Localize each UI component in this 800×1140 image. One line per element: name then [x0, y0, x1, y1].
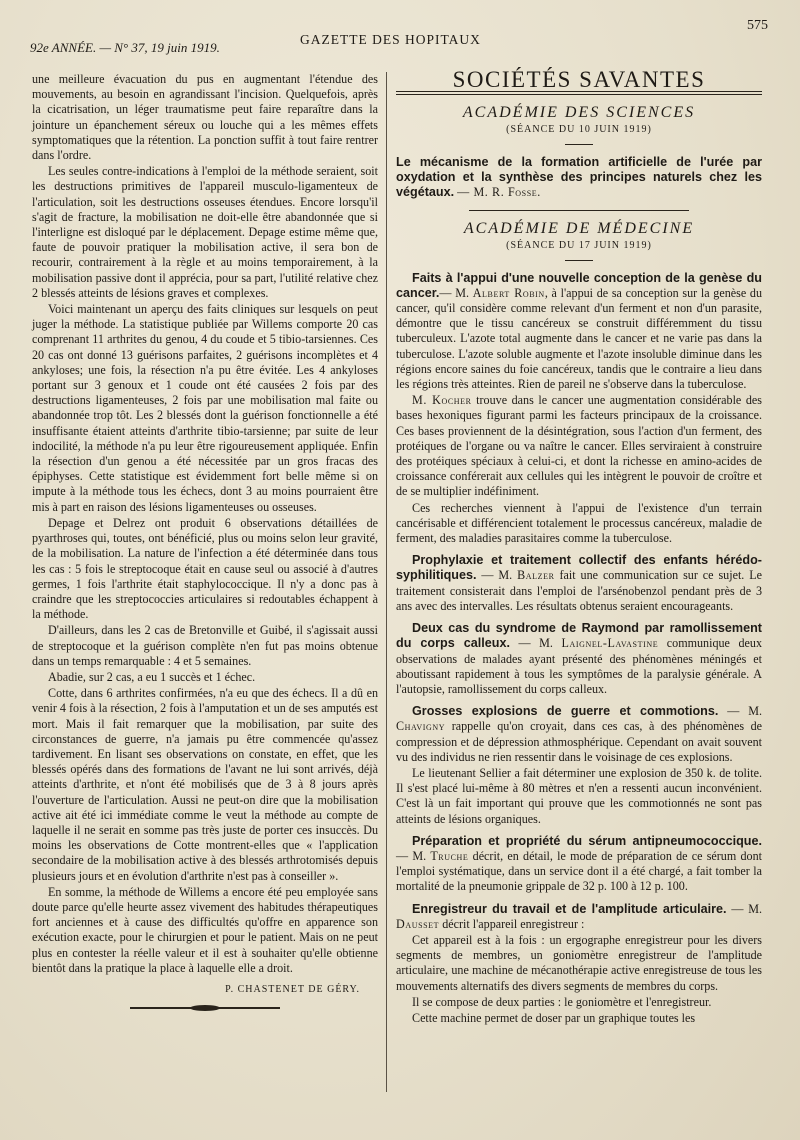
- communication-title: Faits à l'appui d'une nouvelle conception de la genèse du cancer.: [396, 270, 762, 300]
- communication-followup: [396, 995, 762, 1010]
- paragraph: Les seules contre-indications à l'emploi de la méthode seraient, soit les destructions primitives de l'appareil musculo-ligamenteux de l'articulation, soit les destructions osseuses étendues. Encore lorsqu'il s'agit de fracture, la mobilisation ne doit-elle être abandonnée que si l'interligne est disloqué par le déplacement. Depage estime même que, faute de pouvoir pratiquer la mobilisation active, il sera bon de recourir, contrairement à la règle et au moins temporairement, à la mobilisation passive dont il apprécia, pour sa part, l'utilité relative chez 2 blessés atteints de lésions graves et complexes.: [32, 164, 378, 300]
- communication-followup: [396, 501, 762, 547]
- paragraph: Voici maintenant un aperçu des faits cliniques sur lesquels on peut juger la méthode. La statistique publiée par Willems comporte 20 cas comprenant 11 arthrites du genou, 4 du coude et 5 tibio-tarsiennes. Ces 20 cas ont donné 13 guérisons parfaites, 2 guérisons incomplètes et 4 ankyloses; une fois, la résection n'a pu être évitée. Les 4 ankyloses portant sur 3 genoux et 1 coude ont été causées 2 fois par des destructions ligamenteuses, 2 fois par une mobilisation mal faite ou abandonnée trop tôt. Les 2 blessés dont la guérison fonctionnelle a été insuffisante étaient atteints d'arthrite tibio-tarsienne; par suite de leur indocilité, la méthode n'a pu leur être rigoureusement appliquée. Enfin la résection d'un genou a été nécessitée par un gros fracas des épiphyses. Cette statistique est évidemment fort belle même si on impute à la méthode tous les échecs, dont 3 au moins pourraient être mis à part en raison des lésions ligamenteuses ou osseuses.: [32, 302, 378, 514]
- communication-author: Chavigny: [396, 719, 446, 734]
- communication-title: Grosses explosions de guerre et commotions.: [412, 704, 719, 719]
- sciences-abstract: [396, 155, 762, 201]
- running-head: [30, 18, 770, 58]
- communication-author: Dausset: [396, 916, 440, 931]
- right-column: [396, 66, 762, 1027]
- followup-text: Cette machine permet de doser par un graphique toutes les: [412, 1010, 696, 1025]
- paragraph: Depage et Delrez ont produit 6 observations détaillées de pyarthroses qui, toutes, ont bénéficié, plus ou moins selon leur gravité, de la mobilisation. La nature de l'infection a été déterminée dans tous les cas : 5 fois le streptocoque était en cause seul ou associé à d'autres germes, 1 fois l'arthrite était staphylococcique. Il n'y a donc pas à craindre que les streptococcies articulaires si redoutables échappent à la méthode.: [32, 515, 378, 622]
- communication-author: Balzer: [517, 568, 555, 583]
- communication-body: rappelle qu'on croyait, dans ces cas, à des phénomènes de compression et de dépression athmosphérique. Cependant on avait souvent vu des individus ne rien ressentir dans le voisinage de ces explosions.: [396, 719, 762, 764]
- communication-author: Laignel-Lavastine: [561, 636, 659, 651]
- issue-line: 92e ANNÉE. — N° 37, 19 juin 1919.: [30, 40, 220, 55]
- followup-text: trouve dans le cancer une augmentation considérable des bases hexoniques figurant parmi les facteurs principaux de la croissance. Ces bases proviennent de la désintégration, sous l'action d'un ferment, des protéiques de l'organe ou va naître le cancer. Elles serviraient à construire des protéiques spéciaux à celui-ci, et dont la richesse en amino-acides de croissance conférerait aux cellules qui les intègrent le pouvoir de croître et de se multiplier indéfiniment.: [396, 393, 762, 499]
- communication-title: Deux cas du syndrome de Raymond par ramollissement du corps calleux.: [396, 621, 762, 651]
- mid-rule: [469, 210, 689, 211]
- paragraph: Abadie, sur 2 cas, a eu 1 succès et 1 échec.: [48, 669, 256, 684]
- communication-paragraph: Deux cas du syndrome de Raymond par ramollissement du corps calleux. — M. Laignel-Lavastine communique deux observations de malades ayant présenté des phénomènes méningés et aboutissant rapidement à tous les symptômes de la paralysie générale. A l'autopsie, ramollissement du corps calleux.: [396, 621, 762, 696]
- section-title: SOCIÉTÉS SAVANTES: [452, 67, 706, 92]
- academy-sciences-title: ACADÉMIE DES SCIENCES: [462, 104, 696, 122]
- abstract-title: Le mécanisme de la formation artificielle de l'urée par oxydation et la synthèse des principes naturels chez les végétaux.: [396, 154, 762, 200]
- communication-title: Préparation et propriété du sérum antipneumococcique.: [412, 833, 762, 848]
- followup-text: Il se compose de deux parties : le goniomètre et l'enregistreur.: [412, 994, 712, 1009]
- paragraph: D'ailleurs, dans les 2 cas de Bretonville et Guibé, il s'agissait aussi de streptocoque et la guérison complète n'en fut pas moins obtenue dans un temps remarquable : 4 et 5 semaines.: [32, 623, 378, 668]
- medecine-session: (SÉANCE DU 17 JUIN 1919): [506, 240, 652, 252]
- abstract-author: — M. R. Fosse.: [457, 185, 541, 200]
- author-signature: P. CHASTENET DE GÉRY.: [225, 983, 360, 995]
- column-divider: [386, 72, 387, 1092]
- communication-paragraph: Faits à l'appui d'une nouvelle conception de la genèse du cancer.— M. Albert Robin, à l'appui de sa conception sur la genèse du cancer, qu'il considère comme relevant d'un ferment et non d'un parasite, démontre que le tissu cancéreux se construit différemment du tissu tuberculeux. L'azote total augmente dans le cancer et ne varie pas dans la tuberculose. L'azote soluble augmente et l'azote insoluble diminue dans les régions encore saines du foie cancéreux, tandis que le contraire a lieu dans les régions très atteintes. Rien de pareil ne s'observe dans la tuberculose.: [396, 270, 763, 392]
- medecine-items: [396, 271, 762, 1027]
- paragraph: Cotte, dans 6 arthrites confirmées, n'a eu que des échecs. Il a dû en venir 4 fois à la résection, 2 fois à l'amputation et un de ses amputés est mort. Mais il fait remarquer que la mobilisation, par suite des circonstances de guerre, n'a jamais pu être commencée qu'assez tardivement. En lisant ses observations on constate, en effet, que les blessés opérés dans des formations de l'avant ne lui sont arrivés, déjà atteints d'arthrite, et n'ont été mobilisés que de 3 à 8 jours après l'ouverture de l'articulation. Aussi ne peut-on dire que la mobilisation active ait été ici immédiate comme le veut la méthode au compte de laquelle il ne serait en somme pas très juste de porter ces insuccès. Du moins les observations de Cotte montrent-elles que « l'application secondaire de la mobilisation active à des blessés arthrotomisés depuis plusieurs jours et en évolution d'arthrite n'est pas à conseiller ».: [32, 686, 378, 883]
- communication-body: décrit, en détail, le mode de préparation de ce sérum dont l'emploi systématique, dans un service dont il a été chargé, a fait tomber la mortalité de la pneumonie grippale de 32 p. 100 à 12 p. 100.: [396, 848, 762, 894]
- journal-title: GAZETTE DES HOPITAUX: [300, 32, 481, 47]
- page-number: 575: [747, 18, 768, 33]
- communication-followup: [396, 393, 762, 499]
- communication-body: décrit l'appareil enregistreur :: [439, 916, 585, 931]
- communication-followup: [396, 1011, 762, 1026]
- communication-paragraph: Préparation et propriété du sérum antipneumococcique. — M. Truche décrit, en détail, le mode de préparation de ce sérum dont l'emploi systématique, dans un service dont il a été chargé, a fait tomber la mortalité de la pneumonie grippale de 32 p. 100 à 12 p. 100.: [396, 833, 762, 894]
- communication-followup: [396, 766, 762, 827]
- short-rule: [565, 260, 593, 261]
- followup-text: Cet appareil est à la fois : un ergographe enregistreur pour les divers segments de membres, un goniomètre enregistreur de l'amplitude articulaire, une machine de mécanothérapie active enregistreuse de tous les mouvements alternatifs des divers segments de membres du corps.: [396, 932, 762, 993]
- followup-text: Ces recherches viennent à l'appui de l'existence d'un terrain cancérisable et différencient totalement le processus cancéreux, maladie de ferment, des maladies parasitaires comme la tuberculose.: [396, 500, 762, 546]
- paragraph: une meilleure évacuation du pus en augmentant l'étendue des mouvements, au besoin en agrandissant l'incision. Quelquefois, après la cicatrisation, un léger traumatisme peut faire reparaître dans la jointure un épanchement séreux ou louche qui a les mêmes effets symptomatiques que la rétention. La ponction suffit à tout faire rentrer dans l'ordre.: [32, 72, 378, 163]
- communication-paragraph: Prophylaxie et traitement collectif des enfants hérédo-syphilitiques. — M. Balzer fait une communication sur ce sujet. Le traitement consisterait dans l'emploi de l'arsénobenzol pendant près de 3 ans avec des intervalles. Les résultats obtenus seraient encourageants.: [396, 553, 763, 613]
- communication-paragraph: Grosses explosions de guerre et commotions. — M. Chavigny rappelle qu'on croyait, dans ces cas, à des phénomènes de compression et de dépression athmosphérique. Cependant on avait souvent vu des individus ne rien ressentir dans le voisinage de ces explosions.: [396, 704, 762, 764]
- academy-medecine-title: ACADÉMIE DE MÉDECINE: [463, 220, 695, 238]
- communication-author: Truche: [430, 848, 469, 863]
- communication-title: Enregistreur du travail et de l'amplitude articulaire.: [412, 901, 727, 916]
- communication-author: Albert Robin: [472, 285, 545, 300]
- communication-paragraph: Enregistreur du travail et de l'amplitude articulaire. — M. Dausset décrit l'appareil enregistreur :: [396, 901, 762, 931]
- paragraph: En somme, la méthode de Willems a encore été peu employée sans doute parce qu'elle heurte assez vivement des habitudes thérapeutiques fort anciennes et à cause des difficultés qu'offre en apparence son exécution exacte, pour le chirurgien et pour le patient. Mais on ne peut plus en contester la réelle valeur et il est à souhaiter qu'elle obtienne bientôt dans la pratique la place à laquelle elle a droit.: [32, 884, 378, 975]
- followup-author: M. Kocher: [412, 393, 472, 408]
- sciences-session: (SÉANCE DU 10 JUIN 1919): [506, 124, 652, 136]
- short-rule: [565, 144, 593, 145]
- communication-body: communique deux observations de malades ayant présenté des phénomènes méningés et aboutissant rapidement à tous les symptômes de la paralysie générale. A l'autopsie, ramollissement du corps calleux.: [396, 636, 762, 696]
- communication-followup: [396, 933, 762, 994]
- left-column: [32, 72, 378, 1009]
- end-ornament-rule: [130, 1007, 280, 1009]
- followup-text: Le lieutenant Sellier a fait déterminer une explosion de 350 k. de tolite. Il s'est placé lui-même à 80 mètres et n'en a ressenti aucun inconvénient. C'est là un fait important qui prouve que les commotionnés ne sont pas atteints de lésions organiques.: [396, 765, 762, 826]
- communication-body: fait une communication sur ce sujet. Le traitement consisterait dans l'emploi de l'arsénobenzol pendant près de 3 ans avec des intervalles. Les résultats obtenus seraient encourageants.: [396, 568, 763, 613]
- communication-body: , à l'appui de sa conception sur la genèse du cancer, qu'il considère comme relevant d'un ferment et non d'un parasite, démontre que le tissu cancéreux se construit différemment du tissu tuberculeux. L'azote total augmente dans le cancer et ne varie pas dans la tuberculose. L'azote soluble augmente et l'azote insoluble diminue dans les régions encore saines du foie cancéreux, tandis que le contraire a lieu dans les régions très atteintes. Rien de pareil ne s'observe dans la tuberculose.: [396, 285, 763, 392]
- communication-title: Prophylaxie et traitement collectif des enfants hérédo-syphilitiques.: [396, 553, 762, 583]
